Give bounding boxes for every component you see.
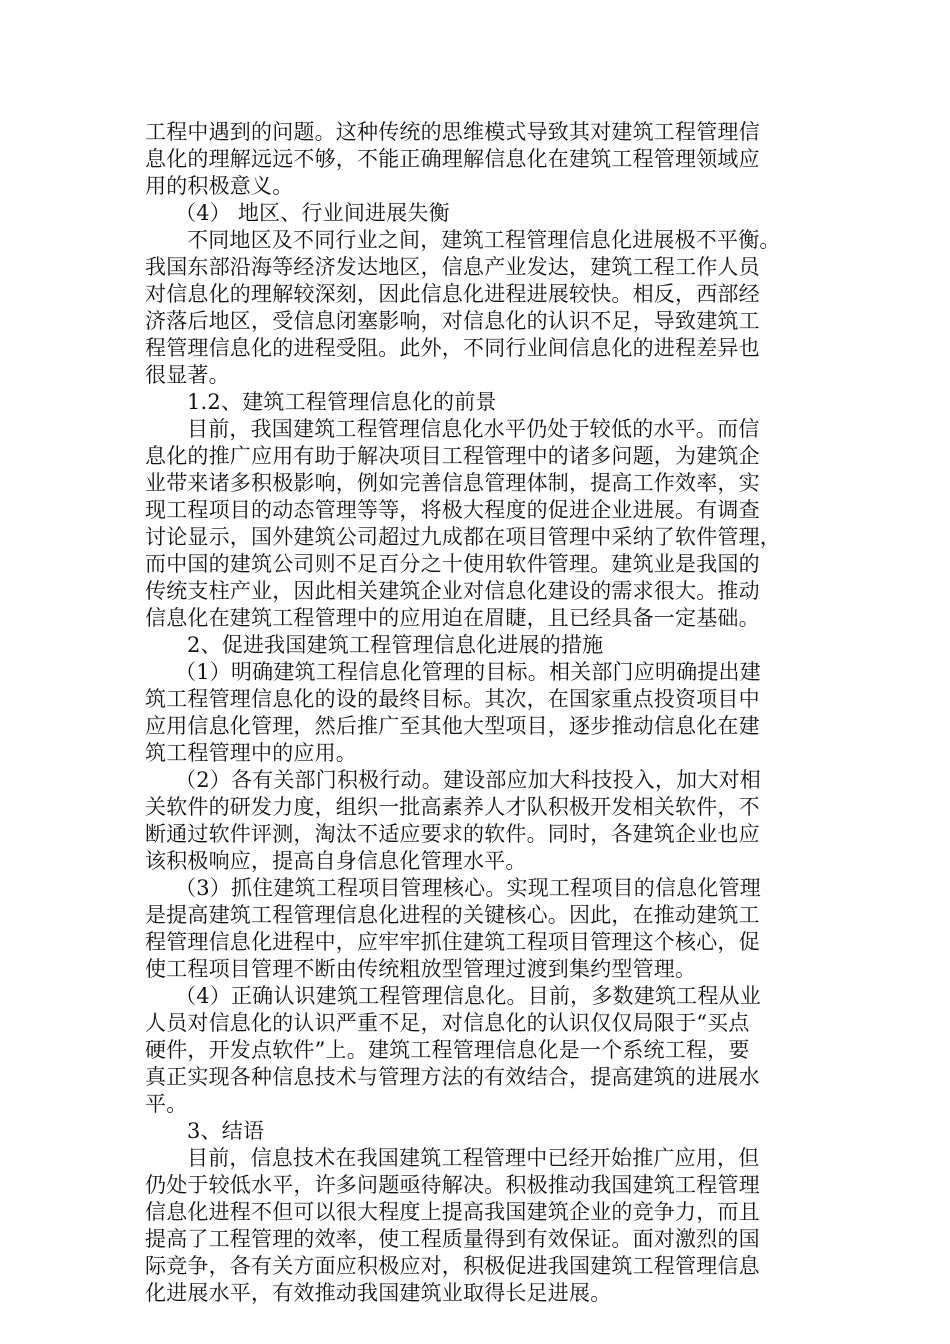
document-page (145, 119, 810, 1307)
text-line: 不同地区及不同行业之间，建筑工程管理信息化进展极不平衡。 (187, 228, 781, 252)
section-heading-1-2 (145, 389, 810, 416)
text-line: 传统支柱产业，因此相关建筑企业对信息化建设的需求很大。推动 (145, 579, 760, 603)
text-line: 是提高建筑工程管理信息化进程的关键核心。因此，在推动建筑工 (145, 903, 760, 927)
text-line: 工程中遇到的问题。这种传统的思维模式导致其对建筑工程管理信 (145, 120, 760, 144)
text-line: 筑工程管理中的应用。 (145, 741, 357, 765)
text-line: 济落后地区，受信息闭塞影响，对信息化的认识不足，导致建筑工 (145, 309, 760, 333)
paragraph-imbalance (145, 227, 810, 389)
text-line: 业带来诸多积极影响，例如完善信息管理体制，提高工作效率，实 (145, 471, 760, 495)
text-line: 目前，信息技术在我国建筑工程管理中已经开始推广应用，但 (187, 1146, 760, 1170)
text-line: 目前，我国建筑工程管理信息化水平仍处于较低的水平。而信 (187, 417, 760, 441)
text-line: （1）明确建筑工程信息化管理的目标。相关部门应明确提出建 (175, 660, 761, 684)
paragraph-intro-continuation (145, 119, 810, 200)
paragraph-measure-3 (145, 875, 810, 983)
text-line: 际竞争，各有关方面应积极应对，积极促进我国建筑工程管理信息 (145, 1254, 760, 1278)
section-heading-3 (145, 1118, 810, 1145)
text-line: 信息化进程不但可以很大程度上提高我国建筑企业的竞争力，而且 (145, 1200, 760, 1224)
text-line: 用的积极意义。 (145, 174, 294, 198)
text-line: 息化的理解远远不够，不能正确理解信息化在建筑工程管理领域应 (145, 147, 760, 171)
heading-text: 1.2、建筑工程管理信息化的前景 (187, 390, 497, 414)
text-line: 人员对信息化的认识严重不足，对信息化的认识仅仅局限于“买点 (145, 1011, 750, 1035)
text-line: 程管理信息化的进程受阻。此外，不同行业间信息化的进程差异也 (145, 336, 760, 360)
text-line: （2）各有关部门积极行动。建设部应加大科技投入，加大对相 (175, 768, 761, 792)
text-line: 息化的推广应用有助于解决项目工程管理中的诸多问题，为建筑企 (145, 444, 760, 468)
text-line: 提高了工程管理的效率，使工程质量得到有效保证。面对激烈的国 (145, 1227, 760, 1251)
heading-text: 2、促进我国建筑工程管理信息化进展的措施 (187, 633, 604, 657)
text-line: 关软件的研发力度，组织一批高素养人才队积极开发相关软件，不 (145, 795, 760, 819)
paragraph-measure-1 (145, 659, 810, 767)
section-heading-2 (145, 632, 810, 659)
text-line: 我国东部沿海等经济发达地区，信息产业发达，建筑工程工作人员 (145, 255, 760, 279)
text-line: 程管理信息化进程中，应牢牢抓住建筑工程项目管理这个核心，促 (145, 930, 760, 954)
text-line: 筑工程管理信息化的设的最终目标。其次，在国家重点投资项目中 (145, 687, 760, 711)
text-line: 信息化在建筑工程管理中的应用迫在眉睫，且已经具备一定基础。 (145, 606, 760, 630)
paragraph-conclusion (145, 1145, 810, 1307)
text-line: 现工程项目的动态管理等等，将极大程度的促进企业进展。有调查 (145, 498, 760, 522)
text-line: 使工程项目管理不断由传统粗放型管理过渡到集约型管理。 (145, 957, 697, 981)
text-line: （3）抓住建筑工程项目管理核心。实现工程项目的信息化管理 (175, 876, 761, 900)
text-line: 对信息化的理解较深刻，因此信息化进程进展较快。相反，西部经 (145, 282, 760, 306)
text-line: 应用信息化管理，然后推广至其他大型项目，逐步推动信息化在建 (145, 714, 760, 738)
text-line: （4）正确认识建筑工程管理信息化。目前，多数建筑工程从业 (175, 984, 761, 1008)
text-line: 断通过软件评测，淘汰不适应要求的软件。同时，各建筑企业也应 (145, 822, 760, 846)
text-line: 硬件，开发点软件”上。建筑工程管理信息化是一个系统工程，要 (145, 1038, 750, 1062)
text-line: 化进展水平，有效推动我国建筑业取得长足进展。 (145, 1281, 612, 1305)
heading-text: 3、结语 (187, 1119, 265, 1143)
text-line: 真正实现各种信息技术与管理方法的有效结合，提高建筑的进展水 (145, 1065, 760, 1089)
text-line: 仍处于较低水平，许多问题亟待解决。积极推动我国建筑工程管理 (145, 1173, 760, 1197)
text-line: 平。 (145, 1092, 188, 1116)
paragraph-measure-2 (145, 767, 810, 875)
text-line: 很显著。 (145, 363, 230, 387)
paragraph-prospect (145, 416, 810, 632)
text-line: 而中国的建筑公司则不足百分之十使用软件管理。建筑业是我国的 (145, 552, 760, 576)
section-heading-4 (145, 200, 810, 227)
text-line: 讨论显示，国外建筑公司超过九成都在项目管理中采纳了软件管理， (145, 525, 781, 549)
text-line: 该积极响应，提高自身信息化管理水平。 (145, 849, 527, 873)
paragraph-measure-4 (145, 983, 810, 1118)
heading-text: （4） 地区、行业间进展失衡 (175, 201, 450, 225)
